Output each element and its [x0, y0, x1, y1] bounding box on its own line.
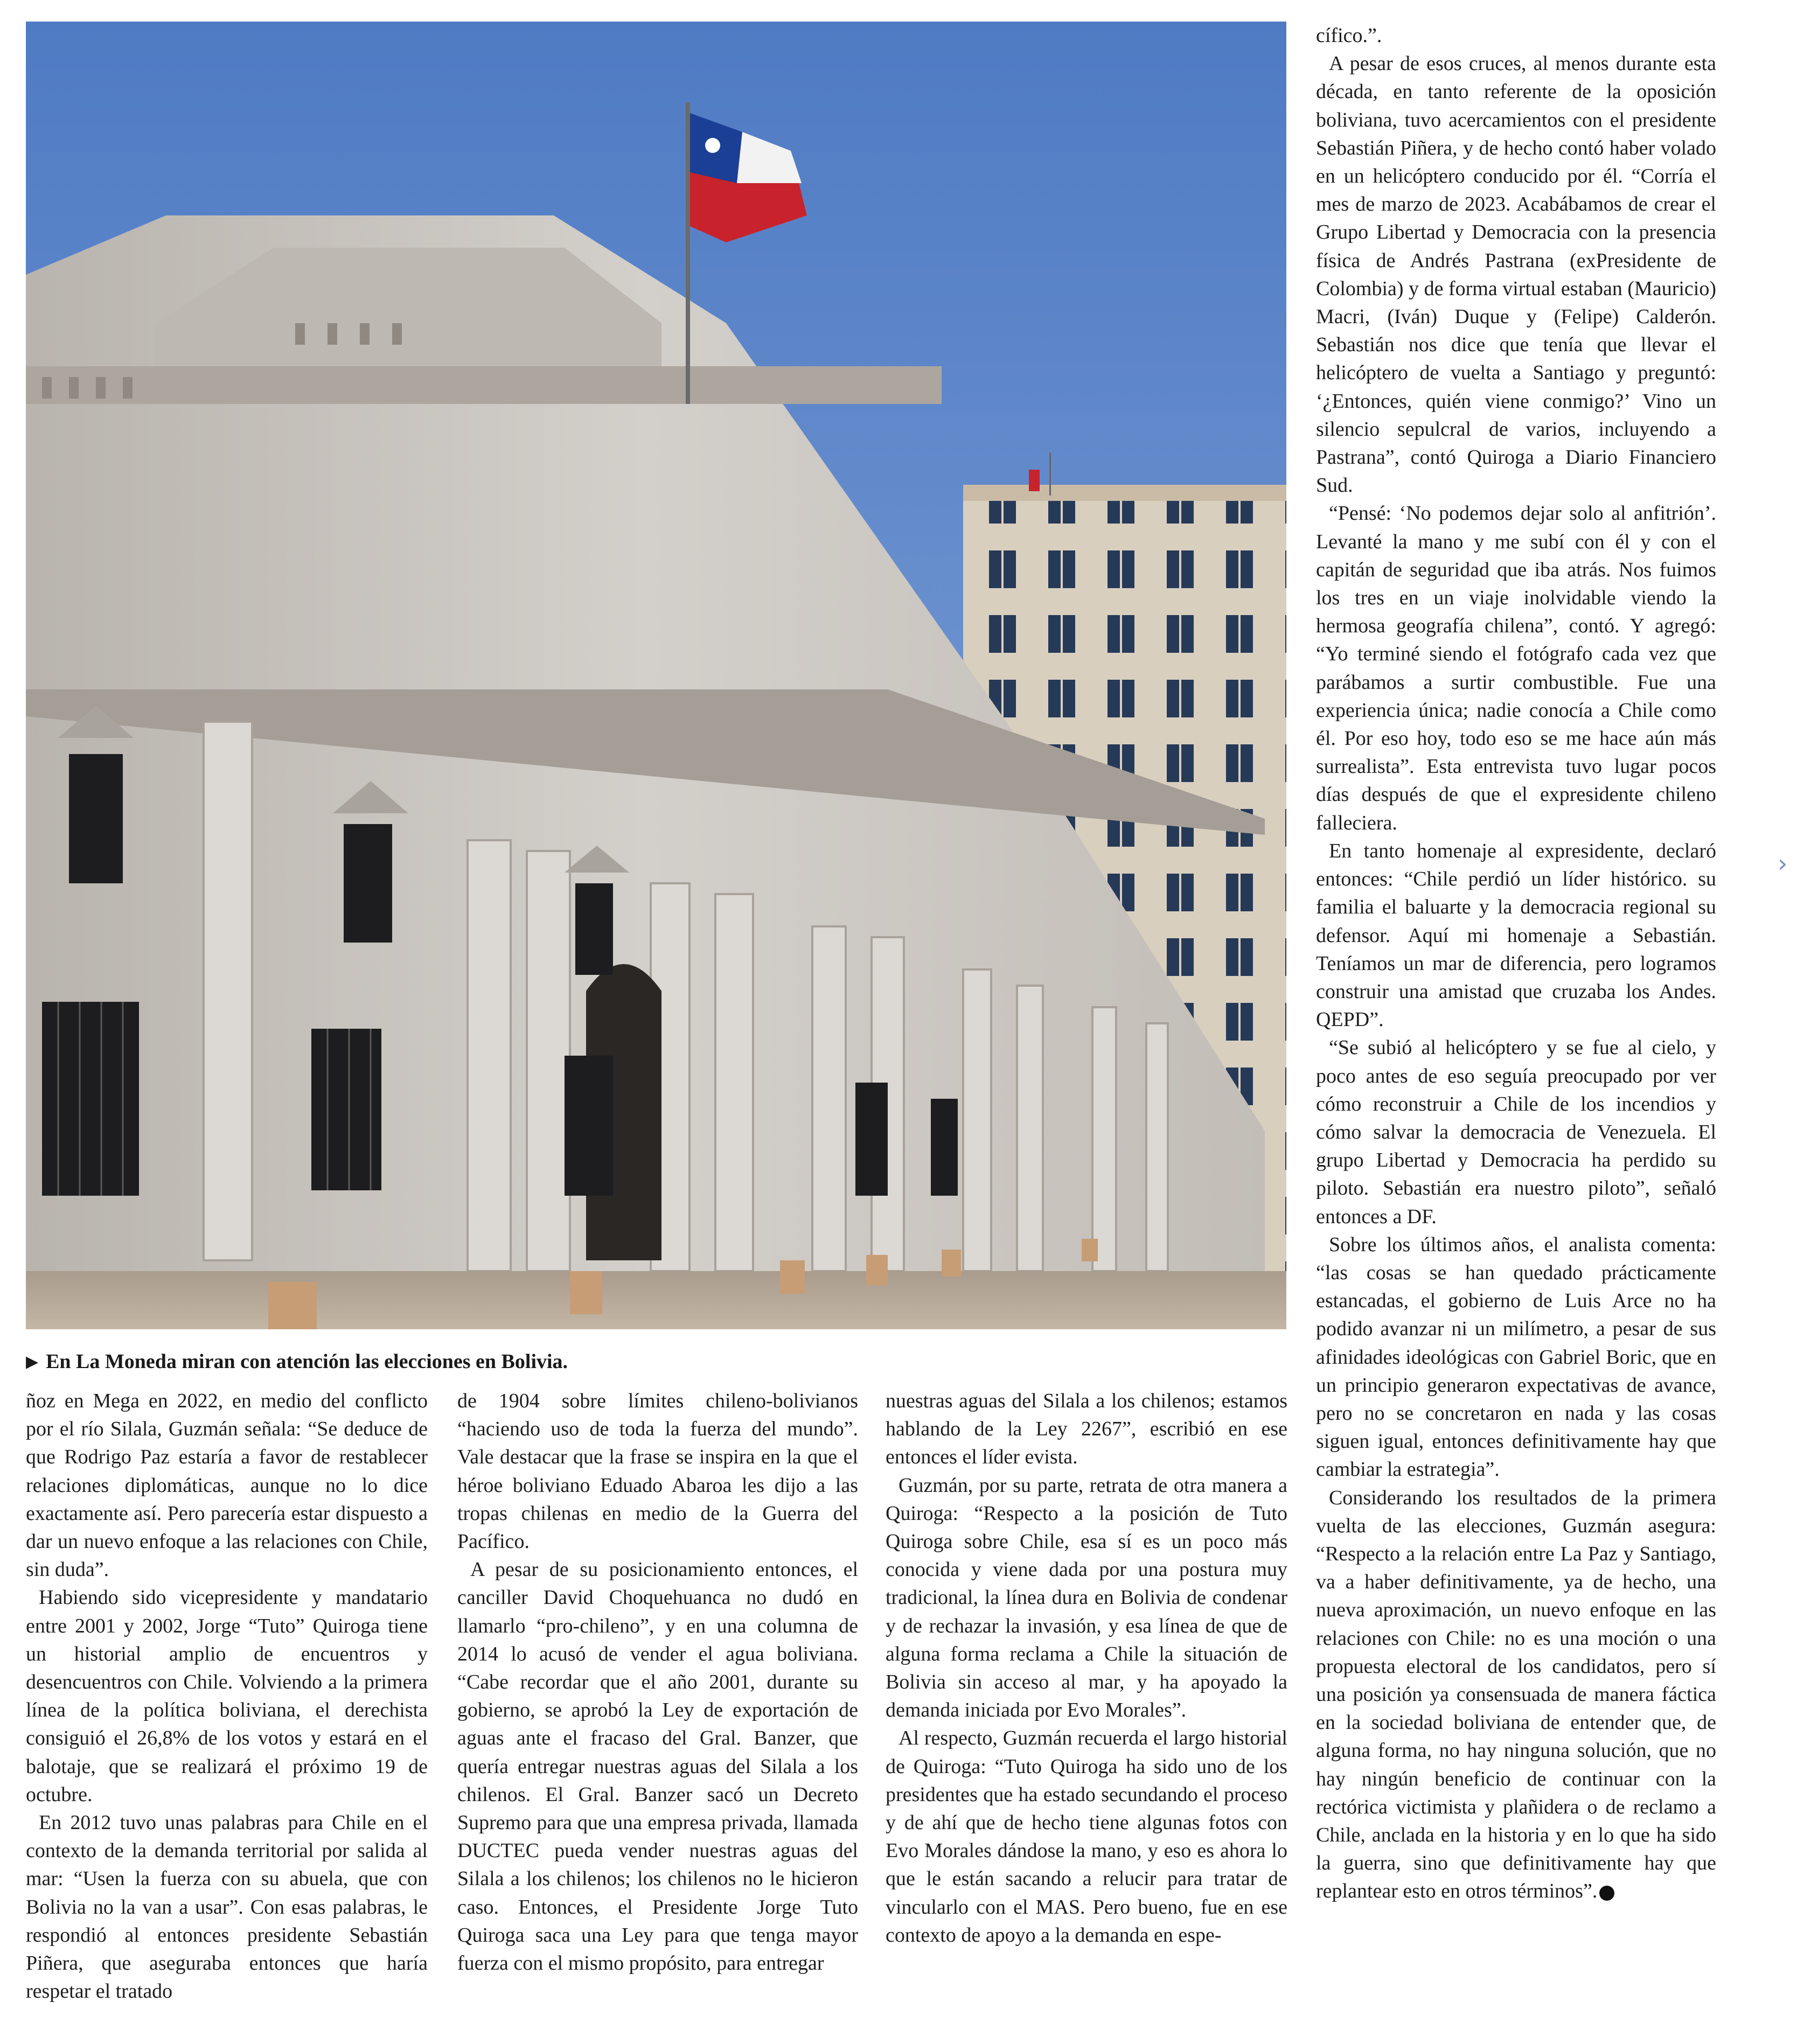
la-moneda-photo — [26, 22, 1286, 1329]
paragraph: A pesar de esos cruces, al menos durante esta década, en tanto referente de la oposición boliviana, tuvo acercamientos con el presidente Sebastián Piñera, y de hecho contó haber volado en un helicóptero conducido por él. “Corría el mes de marzo de 2023. Acabábamos de crear el Grupo Libertad y Democracia con la presencia física de Andrés Pastrana (exPresidente de Colombia) y de forma virtual estaban (Mauricio) Macri, (Iván) Duque y (Felipe) Calderón. Sebastián nos dice que tenía que llevar el helicóptero de vuelta a Santiago y preguntó: ‘¿Entonces, quién viene conmigo?’ Vino un silencio sepulcral de varios, incluyendo a Pastrana”, contó Quiroga a Diario Financiero Sud. — [1316, 52, 1716, 497]
article-column-3 — [886, 1387, 1287, 1949]
article-column-1 — [26, 1387, 428, 2005]
paragraph: A pesar de su posicionamiento entonces, el canciller David Choquehuanca no dudó en llamarlo “pro-chileno”, y en una columna de 2014 lo acusó de vender el agua boliviana. “Cabe recordar que el año 2001, durante su gobierno, se aprobó la Ley de exportación de aguas ante el fracaso del Gral. Banzer, que quería entregar nuestras aguas del Silala a los chilenos. El Gral. Banzer sacó un Decreto Supremo para que una empresa privada, llamada DUCTEC pueda vender nuestras aguas del Silala a los chilenos; los chilenos no le hicieron caso. Entonces, el Presidente Jorge Tuto Quiroga saca una Ley para que tenga mayor fuerza con el mismo propósito, para entregar — [457, 1558, 858, 1975]
paragraph: Sobre los últimos años, el analista comenta: “las cosas se han quedado prácticamente estancadas, el gobierno de Luis Arce no ha podido avanzar ni un milímetro, a pesar de sus afinidades ideológicas con Gabriel Boric, que en un principio generaron expectativas de avance, pero no se concretaron en nada y las cosas siguen igual, entonces definitivamente hay que cambiar la estrategia”. — [1316, 1233, 1716, 1481]
la-moneda-illustration — [26, 22, 1286, 1329]
end-of-article-bullet-icon — [1599, 1886, 1614, 1901]
paragraph: Al respecto, Guzmán recuerda el largo historial de Quiroga: “Tuto Quiroga ha sido uno de los presidentes que ha estado secundando el proceso y de ahí que de hecho tiene algunas fotos con Evo Morales dándose la mano, y eso es ahora lo que le están sacando a relucir para tratar de vincularlo con el MAS. Pero bueno, fue en ese contexto de apoyo a la demanda en espe- — [886, 1727, 1287, 1947]
paragraph: nuestras aguas del Silala a los chilenos; estamos hablando de la Ley 2267”, escribió en ese entonces el líder evista. — [886, 1390, 1287, 1469]
paragraph: En tanto homenaje al expresidente, declaró entonces: “Chile perdió un líder histórico. su familia el baluarte y la democracia regional su defensor. Aquí mi homenaje a Sebastián. Teníamos un mar de diferencia, pero logramos construir una amistad que cruzaba los Andes. QEPD”. — [1316, 839, 1716, 1031]
chevron-right-icon[interactable]: › — [1778, 849, 1788, 878]
paragraph: “Se subió al helicóptero y se fue al cielo, y poco antes de eso seguía preocupado por ver cómo reconstruir a Chile de los incendios y cómo salvar la democracia de Venezuela. El grupo Libertad y Democracia ha perdido su piloto. Sebastián era nuestro piloto”, señaló entonces a DF. — [1316, 1036, 1716, 1228]
paragraph: cífico.”. — [1316, 24, 1382, 47]
paragraph: Habiendo sido vicepresidente y mandatario entre 2001 y 2002, Jorge “Tuto” Quiroga tiene un historial amplio de encuentros y desencuentros con Chile. Volviendo a la primera línea de la política boliviana, el derechista consiguió el 26,8% de los votos y estará en el balotaje, que se realizará el próximo 19 de octubre. — [26, 1586, 428, 1806]
paragraph: En 2012 tuvo unas palabras para Chile en el contexto de la demanda territorial por salida al mar: “Usen la fuerza con su abuela, que con Bolivia no la van a usar”. Con esas palabras, le respondió al entonces presidente Sebastián Piñera, que aseguraba entonces que haría respetar el tratado — [26, 1811, 428, 2003]
paragraph: “Pensé: ‘No podemos dejar solo al anfitrión’. Levanté la mano y me subí con él y con el capitán de seguridad que iba atrás. Nos fuimos los tres en un viaje inolvidable viendo la hermosa geografía chilena”, contó. Y agregó: “Yo terminé siendo el fotógrafo cada vez que parábamos a surtir combustible. Fue una experiencia única; nadie conocía a Chile como él. Por eso hoy, todo eso se me hace aún más surrealista”. Esta entrevista tuvo lugar pocos días después de que el expresidente chileno falleciera. — [1316, 502, 1716, 834]
article-column-2 — [457, 1387, 858, 1977]
photo-caption — [26, 1345, 1286, 1378]
paragraph: Guzmán, por su parte, retrata de otra manera a Quiroga: “Respecto a la posición de Tuto Quiroga sobre Chile, esa sí es un poco más conocida y viene dada por una postura muy tradicional, la línea dura en Bolivia de condenar y de rechazar la invasión, y esa línea de que de alguna forma reclama a Chile la situación de Bolivia sin acceso al mar, y ha apoyado la demanda iniciada por Evo Morales”. — [886, 1474, 1287, 1722]
paragraph: de 1904 sobre límites chileno-bolivianos “haciendo uso de toda la fuerza del mundo”. Vale destacar que la frase se inspira en la que el héroe boliviano Eduado Abaroa les dijo a las tropas chilenas en medio de la Guerra del Pacífico. — [457, 1390, 858, 1553]
paragraph-text: Considerando los resultados de la primera vuelta de las elecciones, Guzmán asegura: “Respecto a la relación entre La Paz y Santiago, va a haber definitivamente, ya de hecho, una nueva aproximación, un nuevo enfoque en las relaciones con Chile: no es una moción o una propuesta electoral de los candidatos, pero sí una posición ya consensuada de manera fáctica en la sociedad boliviana de entender que, de alguna forma, no hay ninguna solución, que no hay ningún beneficio de continuar con la rectórica victimista y plañidera o de reclamo a Chile, anclada en la historia y en lo que ha sido la guerra, sino que definitivamente hay que replantear esto en otros términos”. — [1316, 1486, 1716, 1903]
article-column-4 — [1316, 22, 1716, 1906]
photo-caption-text: En La Moneda miran con atención las elecciones en Bolivia. — [46, 1350, 568, 1373]
paragraph: ñoz en Mega en 2022, en medio del conflicto por el río Silala, Guzmán señala: “Se deduce de que Rodrigo Paz estaría a favor de restablecer relaciones diplomáticas, aunque no lo dice exactamente así. Pero parecería estar dispuesto a dar un nuevo enfoque a las relaciones con Chile, sin duda”. — [26, 1390, 428, 1581]
triangle-right-icon: ▶ — [26, 1353, 39, 1371]
last-paragraph — [1316, 1484, 1716, 1906]
